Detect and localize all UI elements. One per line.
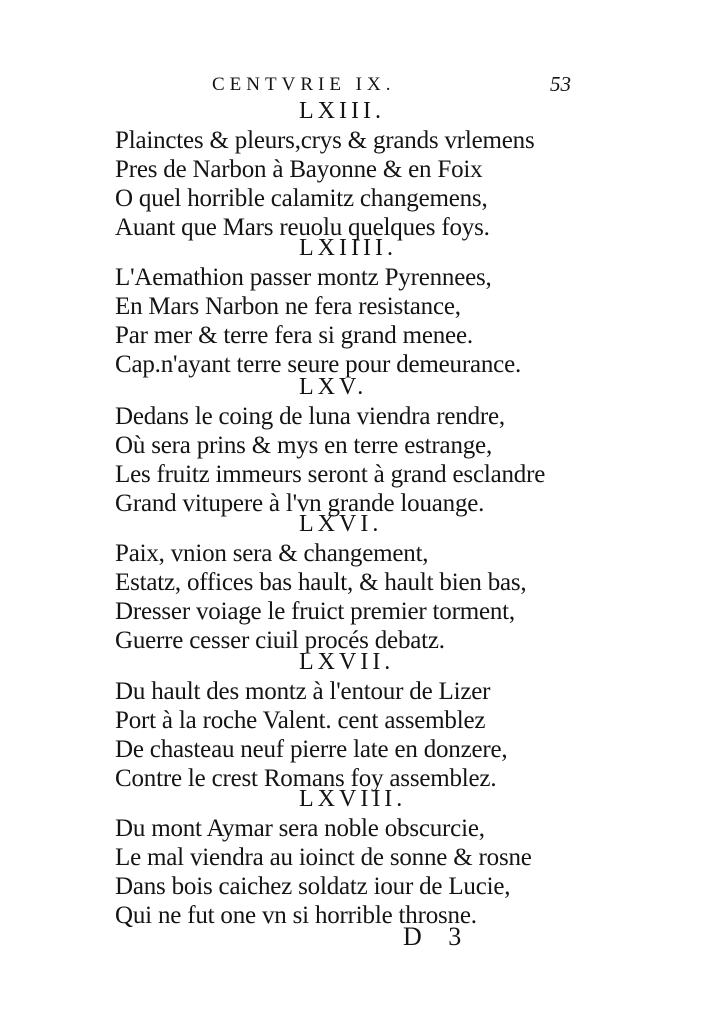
- verse-line: Du hault des montz à l'entour de Lizer: [115, 678, 491, 705]
- quatrain-63: [115, 96, 615, 242]
- quatrain-66: [115, 509, 615, 655]
- verse-line: Auant que Mars reuolu quelques foys.: [115, 214, 490, 241]
- quatrain-number: LXVIII.: [299, 786, 407, 812]
- quatrain-number: LXVI.: [299, 511, 383, 537]
- quatrain-65: [115, 372, 615, 518]
- verse-line: Qui ne fut one vn si horrible throsne.: [115, 902, 477, 929]
- verse-line: Cap.n'ayant terre seure pour demeurance.: [115, 351, 522, 378]
- verse-line: Pres de Narbon à Bayonne & en Foix: [115, 156, 483, 183]
- verse-line: Grand vitupere à l'vn grande louange.: [115, 490, 485, 517]
- running-head: CENTVRIE IX.: [212, 74, 396, 95]
- verse-line: Dedans le coing de luna viendra rendre,: [115, 403, 505, 430]
- verse-line: Par mer & terre fera si grand menee.: [115, 322, 473, 349]
- verse-line: Contre le crest Romans foy assemblez.: [115, 765, 497, 792]
- verse-line: Le mal viendra au ioinct de sonne & rosne: [115, 844, 532, 871]
- quatrain-68: [115, 784, 615, 930]
- quatrain-number: LXIIII.: [299, 235, 397, 261]
- quatrain-number: LXVII.: [299, 649, 395, 675]
- verse-line: En Mars Narbon ne fera resistance,: [115, 293, 461, 320]
- quatrain-64: [115, 233, 615, 379]
- verse-line: Du mont Aymar sera noble obscurcie,: [115, 815, 485, 842]
- verse-line: Où sera prins & mys en terre estrange,: [115, 432, 492, 459]
- verse-line: Port à la roche Valent. cent assemblez: [115, 707, 486, 734]
- verse-line: Dans bois caichez soldatz iour de Lucie,: [115, 873, 511, 900]
- verse-line: Plainctes & pleurs,crys & grands vrlemens: [115, 127, 535, 154]
- verse-line: L'Aemathion passer montz Pyrennees,: [115, 264, 492, 291]
- quatrain-number: LXIII.: [299, 98, 385, 124]
- page-number: 53: [550, 72, 571, 96]
- verse-line: Les fruitz immeurs seront à grand esclandre: [115, 461, 546, 488]
- verse-line: Guerre cesser ciuil procés debatz.: [115, 627, 445, 654]
- quatrain-number: LXV.: [299, 374, 368, 400]
- verse-line: De chasteau neuf pierre late en donzere,: [115, 736, 508, 763]
- verse-line: Dresser voiage le fruict premier torment,: [115, 598, 515, 625]
- signature-mark: D 3: [403, 922, 472, 951]
- verse-line: Estatz, offices bas hault, & hault bien bas,: [115, 569, 527, 596]
- verse-line: O quel horrible calamitz changemens,: [115, 185, 488, 212]
- verse-line: Paix, vnion sera & changement,: [115, 540, 429, 567]
- quatrain-67: [115, 647, 615, 793]
